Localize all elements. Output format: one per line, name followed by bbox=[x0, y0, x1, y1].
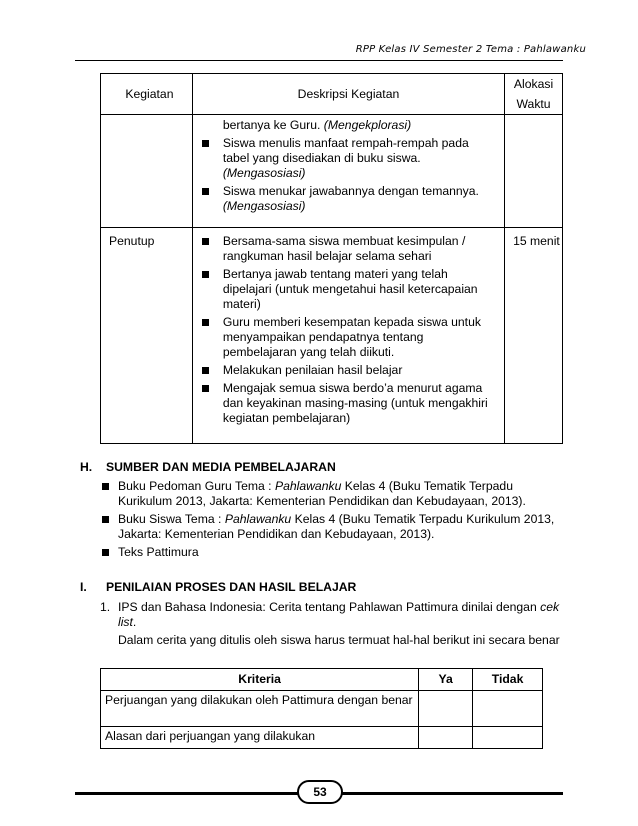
section-i-letter: I. bbox=[80, 580, 87, 594]
list-item: Buku Siswa Tema : Pahlawanku Kelas 4 (Buku Tematik Terpadu Kurikulum 2013, Jakarta: Kementerian Pendidikan dan Kebudayaan, 2013). bbox=[100, 512, 560, 542]
ya-cell bbox=[419, 691, 473, 727]
continued-name-cell bbox=[101, 115, 193, 228]
penutup-name: Penutup bbox=[101, 228, 193, 444]
header-rule bbox=[75, 60, 563, 61]
list-item: Siswa menulis manfaat rempah-rempah pada tabel yang disediakan di buku siswa. (Mengasosiasi) bbox=[193, 136, 498, 181]
section-h-list bbox=[100, 479, 560, 563]
header-deskripsi: Deskripsi Kegiatan bbox=[192, 74, 504, 115]
header-kriteria: Kriteria bbox=[101, 669, 419, 691]
running-header: RPP Kelas IV Semester 2 Tema : Pahlawanku bbox=[355, 44, 586, 55]
list-item: Bersama-sama siswa membuat kesimpulan / rangkuman hasil belajar selama sehari bbox=[193, 234, 498, 264]
tidak-cell bbox=[473, 727, 543, 749]
continued-time-cell bbox=[505, 115, 563, 228]
page-number: 53 bbox=[297, 780, 343, 804]
penutup-list bbox=[193, 234, 498, 426]
list-item: Mengajak semua siswa berdo’a menurut agama dan keyakinan masing-masing (untuk mengakhiri kegiatan pembelajaran) bbox=[193, 381, 498, 426]
table-row bbox=[101, 727, 543, 749]
criteria-cell: Perjuangan yang dilakukan oleh Pattimura dengan benar bbox=[101, 691, 419, 727]
section-i-item-1 bbox=[100, 600, 560, 648]
activity-table-header bbox=[101, 74, 563, 115]
continued-desc-cell bbox=[192, 115, 504, 228]
item-number: 1. bbox=[100, 600, 111, 614]
activity-row-continued bbox=[101, 115, 563, 228]
list-item: Siswa menukar jawabannya dengan temannya. (Mengasosiasi) bbox=[193, 184, 498, 214]
header-tidak: Tidak bbox=[473, 669, 543, 691]
tidak-cell bbox=[473, 691, 543, 727]
list-item: Guru memberi kesempatan kepada siswa untuk menyampaikan pendapatnya tentang pembelajaran yang telah diikuti. bbox=[193, 315, 498, 360]
header-alokasi-line2: Waktu bbox=[516, 97, 551, 111]
list-item: bertanya ke Guru. (Mengekplorasi) bbox=[222, 118, 412, 132]
item-text: IPS dan Bahasa Indonesia: Cerita tentang Pahlawan Pattimura dinilai dengan cek list. bbox=[118, 600, 560, 629]
header-ya: Ya bbox=[419, 669, 473, 691]
table-row bbox=[101, 691, 543, 727]
section-i-title: PENILAIAN PROSES DAN HASIL BELAJAR bbox=[106, 580, 357, 594]
activity-table bbox=[100, 73, 563, 444]
continued-list bbox=[193, 118, 498, 214]
list-item: Teks Pattimura bbox=[100, 545, 560, 560]
list-item: Buku Pedoman Guru Tema : Pahlawanku Kelas 4 (Buku Tematik Terpadu Kurikulum 2013, Jakarta: Kementerian Pendidikan dan Kebudayaan, 2013). bbox=[100, 479, 560, 509]
header-kegiatan: Kegiatan bbox=[101, 74, 193, 115]
penutup-desc-cell bbox=[192, 228, 504, 444]
criteria-header-row bbox=[101, 669, 543, 691]
section-h-letter: H. bbox=[80, 460, 93, 474]
criteria-table bbox=[100, 668, 543, 749]
penutup-time: 15 menit bbox=[505, 228, 563, 444]
ya-cell bbox=[419, 727, 473, 749]
header-alokasi bbox=[505, 74, 563, 115]
item-note: Dalam cerita yang ditulis oleh siswa harus termuat hal-hal berikut ini secara benar bbox=[118, 633, 560, 647]
list-item: Bertanya jawab tentang materi yang telah dipelajari (untuk mengetahui hasil ketercapaian materi) bbox=[193, 267, 498, 312]
header-alokasi-line1: Alokasi bbox=[513, 77, 554, 91]
section-h-title: SUMBER DAN MEDIA PEMBELAJARAN bbox=[106, 460, 336, 474]
list-item: Melakukan penilaian hasil belajar bbox=[193, 363, 498, 378]
activity-row-penutup bbox=[101, 228, 563, 444]
criteria-cell: Alasan dari perjuangan yang dilakukan bbox=[101, 727, 419, 749]
